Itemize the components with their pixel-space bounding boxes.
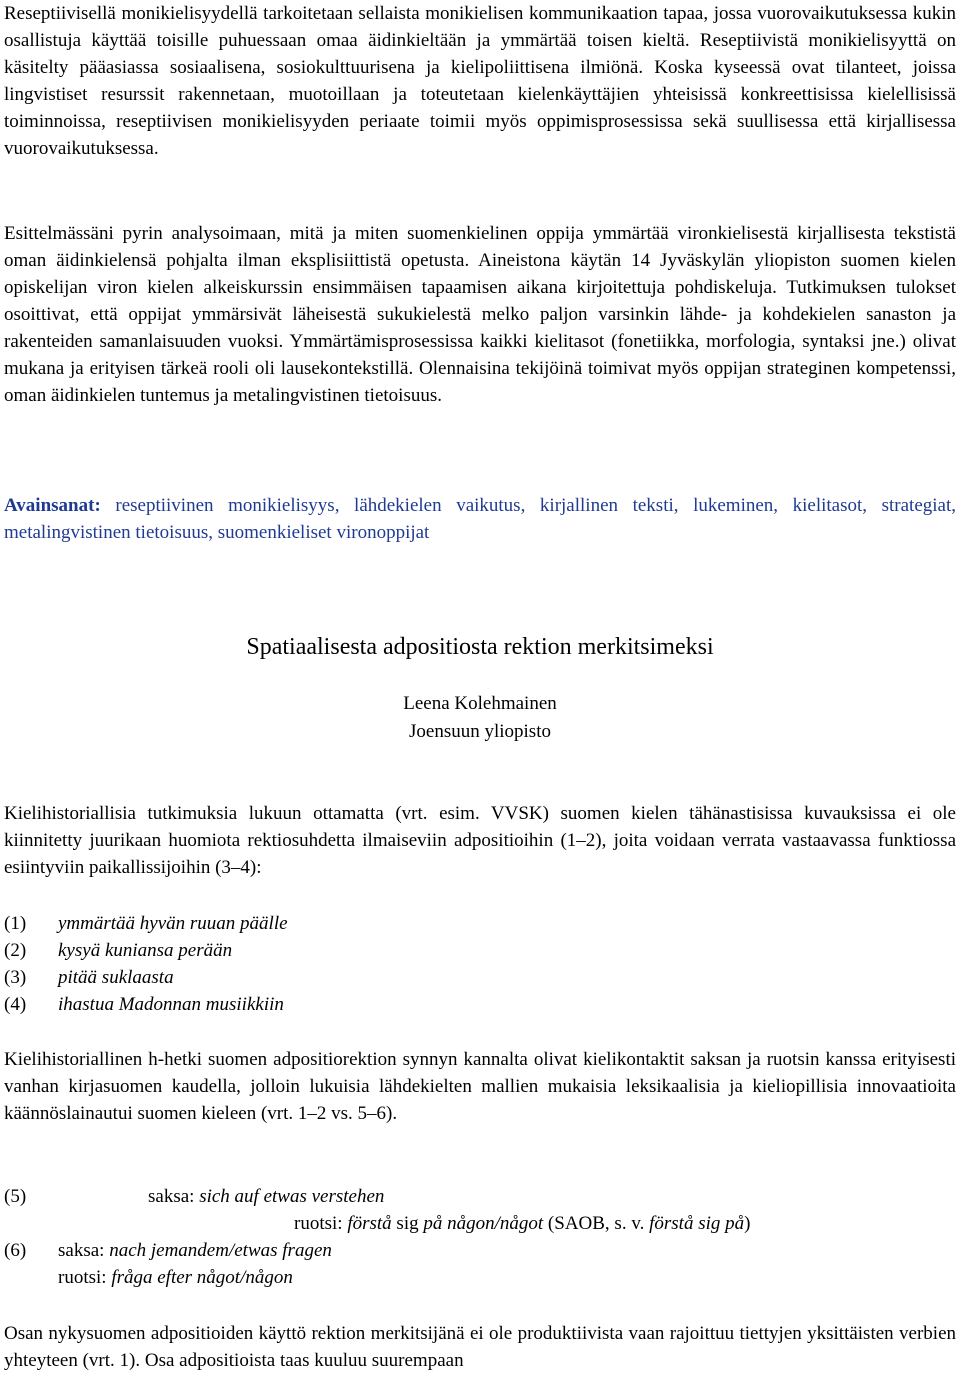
article-paragraph-2: Kielihistoriallinen h-hetki suomen adpositiorektion synnyn kannalta olivat kielikontaktit saksan ja ruotsin kanssa erityisesti vanhan kirjasuomen kaudella, jolloin lukuisia lähdekielten mallien mukaisia leksikaalisia ja kieliopillisia innovaatioita käännöslainautui suomen kieleen (vrt. 1–2 vs. 5–6). bbox=[4, 1049, 956, 1124]
example-6: (6) saksa: nach jemandem/etwas fragen ruotsi: fråga efter något/någon bbox=[4, 1240, 332, 1288]
example-1: (1) ymmärtää hyvän ruuan päälle bbox=[4, 913, 288, 934]
article-paragraph-1: Kielihistoriallisia tutkimuksia lukuun ottamatta (vrt. esim. VVSK) suomen kielen tähänastisissa kuvauksissa ei ole kiinnitetty juurikaan huomiota rektiosuhdetta ilmaiseviin adpositioihin (1–2), joita voidaan verrata vastaavassa funktiossa esiintyviin paikallissijoihin (3–4): bbox=[4, 803, 956, 878]
example-4: (4) ihastua Madonnan musiikkiin bbox=[4, 994, 284, 1015]
keywords-line bbox=[4, 492, 956, 546]
keywords-label: Avainsanat: bbox=[4, 495, 101, 516]
article-affiliation: Joensuun yliopisto bbox=[409, 721, 551, 742]
keywords-text: reseptiivinen monikielisyys, lähdekielen vaikutus, kirjallinen teksti, lukeminen, kielitasot, strategiat, metalingvistinen tietoisuus, suomenkieliset vironoppijat bbox=[4, 495, 956, 543]
example-5: (5) saksa: sich auf etwas verstehen ruotsi: förstå sig på någon/något (SAOB, s. v. förstå sig på) bbox=[4, 1186, 751, 1234]
abstract-paragraph-2: Esittelmässäni pyrin analysoimaan, mitä ja miten suomenkielinen oppija ymmärtää vironkielisestä kirjallisesta tekstistä oman äidinkielensä pohjalta ilman eksplisiittistä opetusta. Aineistona käytän 14 Jyväskylän yliopiston suomen kielen opiskelijan viron kielen alkeiskurssin ensimmäisen tapaamisen aikana kirjoitettuja pohdiskeluja. Tutkimuksen tulokset osoittivat, että oppijat ymmärsivät läheisestä sukukielestä melko paljon varsinkin lähde- ja kohdekielen sanaston ja rakenteiden samanlaisuuden vuoksi. Ymmärtämisprosessissa kaikki kielitasot (fonetiikka, morfologia, syntaksi jne.) olivat mukana ja erityisen tärkeä rooli oli lausekontekstillä. Olennaisina tekijöinä toimivat myös oppijan strateginen kompetenssi, oman äidinkielen tuntemus ja metalingvistinen tietoisuus. bbox=[4, 223, 956, 406]
article-title: Spatiaalisesta adpositiosta rektion merkitsimeksi bbox=[246, 634, 714, 660]
abstract-paragraph-1: Reseptiivisellä monikielisyydellä tarkoitetaan sellaista monikielisen kommunikaation tapaa, jossa vuorovaikutuksessa kukin osallistuja käyttää toisille puhuessaan omaa äidinkieltään ja ymmärtää toisen kieltä. Reseptiivistä monikielisyyttä on käsitelty pääasiassa sosiaalisena, sosiokulttuurisena ja kielipoliittisena ilmiönä. Koska kyseessä ovat tilanteet, joissa lingvistiset resurssit rakennetaan, muotoillaan ja toteutetaan kielenkäyttäjien yhteisissä konkreettisissa kielellisissä toiminnoissa, reseptiivisen monikielisyyden periaate toimii myös oppimisprosessissa sekä suullisessa että kirjallisessa vuorovaikutuksessa. bbox=[4, 3, 956, 159]
article-author: Leena Kolehmainen bbox=[403, 693, 557, 714]
article-paragraph-3: Osan nykysuomen adpositioiden käyttö rektion merkitsijänä ei ole produktiivista vaan rajoittuu tiettyjen yksittäisten verbien yhteyteen (vrt. 1). Osa adpositioista taas kuuluu suurempaan bbox=[4, 1323, 956, 1371]
example-list bbox=[4, 910, 956, 1018]
example-2: (2) kysyä kuniansa perään bbox=[4, 940, 233, 961]
example-3: (3) pitää suklaasta bbox=[4, 967, 174, 988]
